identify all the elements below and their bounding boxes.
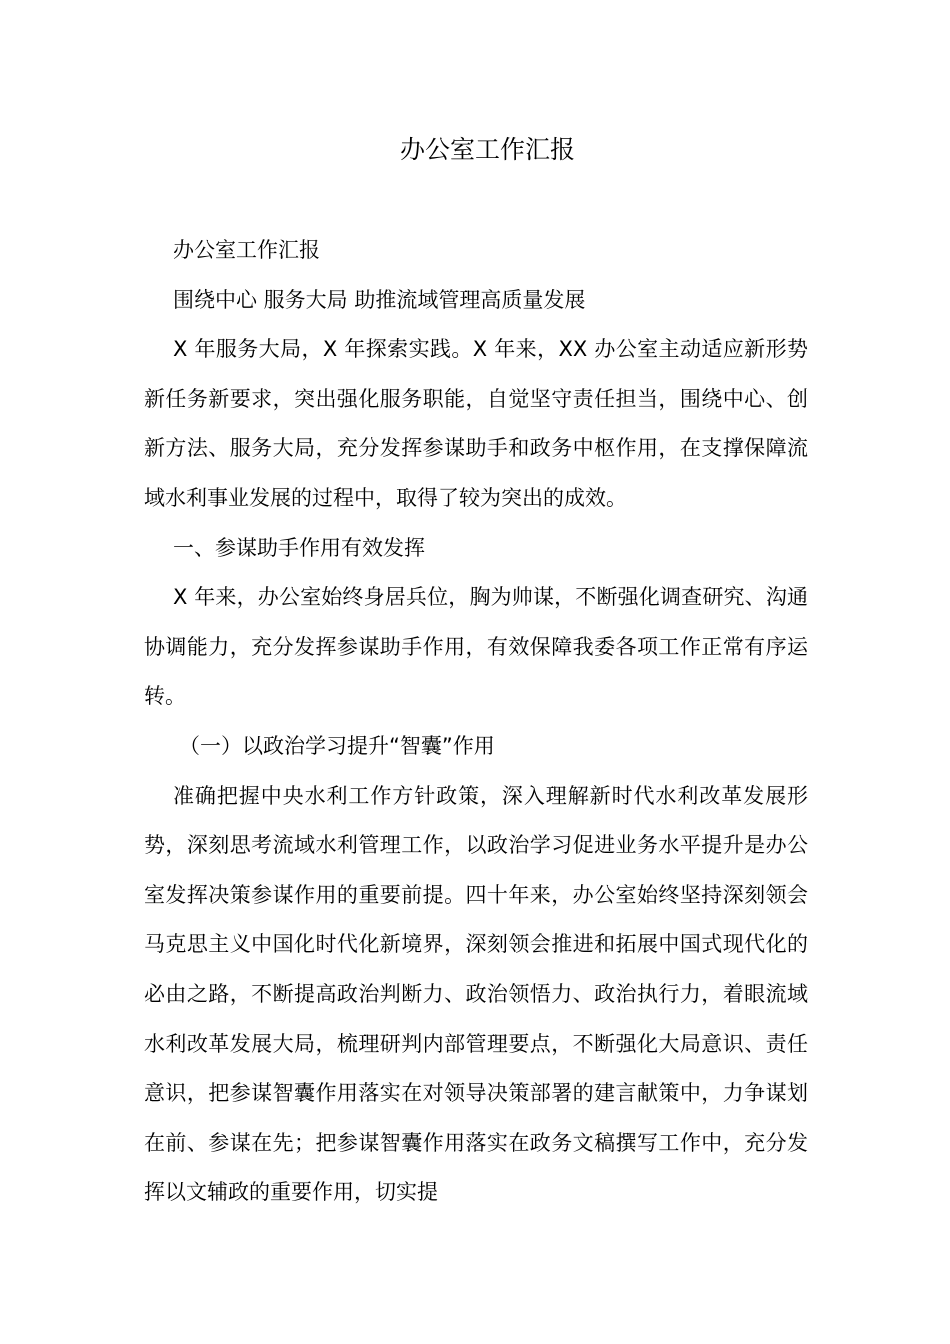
subsection-heading-1: （一）以政治学习提升“智囊”作用: [179, 733, 495, 758]
section-heading-1: 一、参谋助手作用有效发挥: [173, 535, 425, 560]
paragraph-subsection-1: 准确把握中央水利工作方针政策，深入理解新时代水利改革发展形势，深刻思考流域水利管理工作，以政治学习促进业务水平提升是办公室发挥决策参谋作用的重要前提。四十年来，办公室始终坚持深刻领会马克思主义中国化时代化新境界，深刻领会推进和拓展中国式现代化的必由之路，不断提高政治判断力、政治领悟力、政治执行力，着眼流域水利改革发展大局，梳理研判内部管理要点，不断强化大局意识、责任意识，把参谋智囊作用落实在对领导决策部署的建言献策中，力争谋划在前、参谋在先；把参谋智囊作用落实在政务文稿撰写工作中，充分发挥以文辅政的重要作用，切实提: [144, 783, 808, 1205]
paragraph-section-1: X 年来，办公室始终身居兵位，胸为帅谋，不断强化调查研究、沟通协调能力，充分发挥参谋助手作用，有效保障我委各项工作正常有序运转。: [144, 585, 808, 709]
document-title: 办公室工作汇报: [399, 135, 575, 164]
paragraph-subtitle: 办公室工作汇报: [173, 238, 320, 262]
paragraph-intro: X 年服务大局，X 年探索实践。X 年来，XX 办公室主动适应新形势新任务新要求，突出强化服务职能，自觉坚守责任担当，围绕中心、创新方法、服务大局，充分发挥参谋助手和政务中枢作用，在支撑保障流域水利事业发展的过程中，取得了较为突出的成效。: [144, 337, 808, 510]
paragraph-theme: 围绕中心 服务大局 助推流域管理高质量发展: [173, 287, 586, 312]
document-body: [144, 226, 808, 1218]
